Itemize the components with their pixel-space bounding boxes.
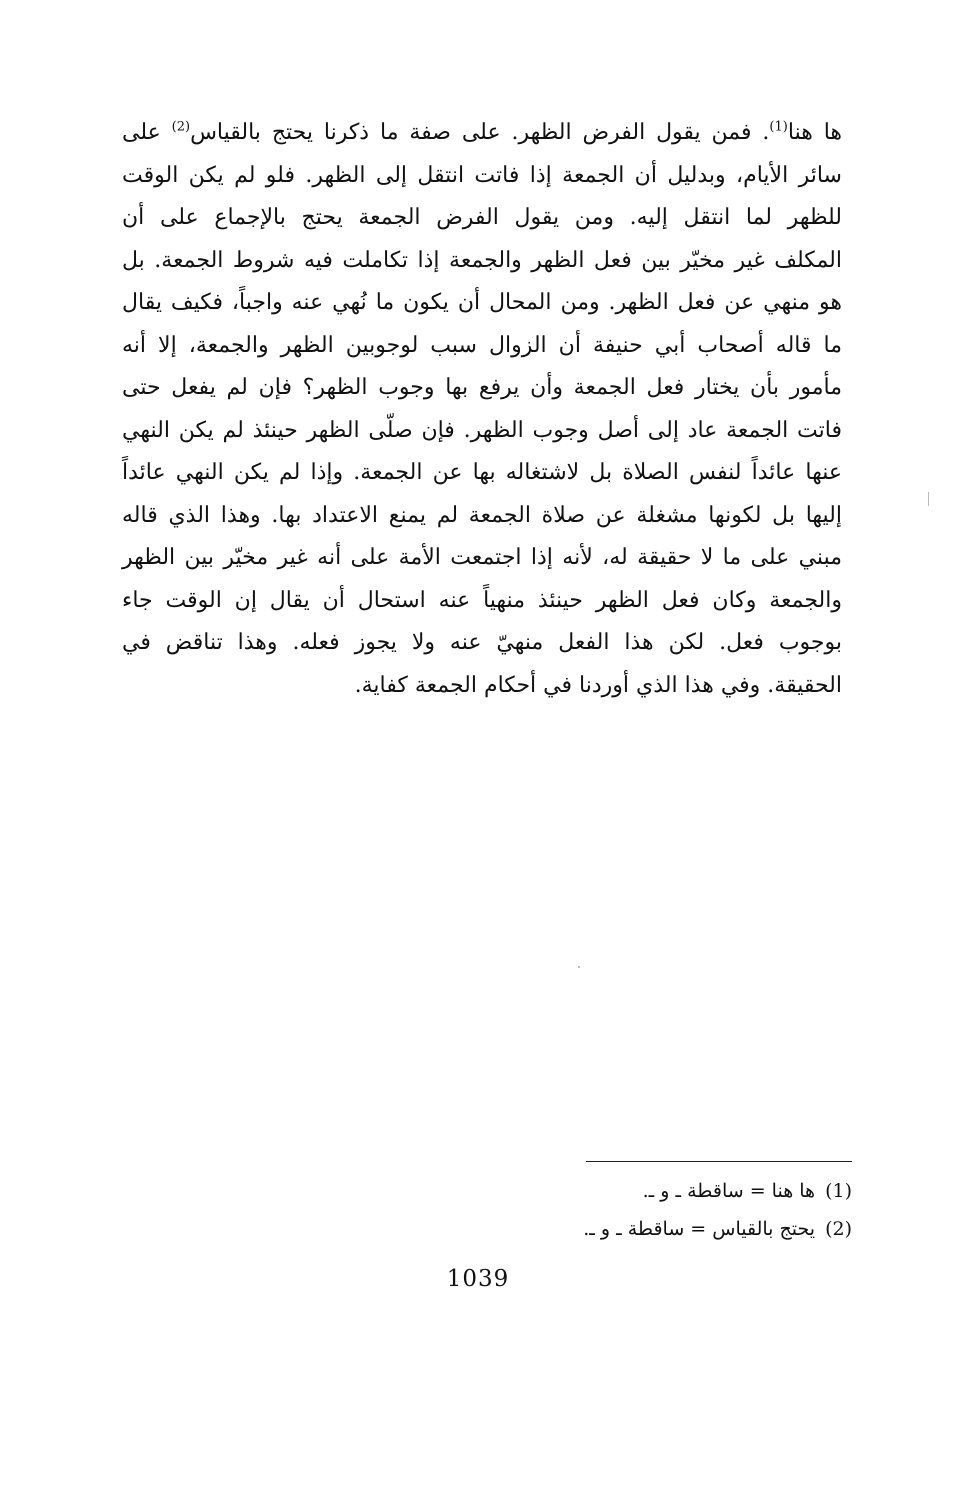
text-line-11: مبني على ما لا حقيقة له، لأنه إذا اجتمعت الأمة على أنه غير مخيّر بين الظهر [122,545,842,570]
footnote-text: ها هنا = ساقطة ـ و ـ. [642,1180,816,1202]
text-line-3: للظهر لما انتقل إليه. ومن يقول الفرض الجمعة يحتج بالإجماع على أن [122,205,842,230]
text-line-10: إليها بل لكونها مشغلة عن صلاة الجمعة لم يمنع الاعتداد بها. وهذا الذي قاله [122,502,842,528]
text-line-6: ما قاله أصحاب أبي حنيفة أن الزوال سبب لوجوبين الظهر والجمعة، إلا أنه [122,332,842,358]
text-line-4: المكلف غير مخيّر بين فعل الظهر والجمعة إذا تكاملت فيه شروط الجمعة. بل [122,247,842,273]
footnote-1 [452,1172,852,1210]
page-number: 1039 [446,1266,510,1292]
text-line-9: عنها عائداً لنفس الصلاة بل لاشتغاله بها عن الجمعة. وإذا لم يكن النهي عائداً [122,460,842,485]
footnote-divider [586,1161,852,1162]
footnote-number: (1) [825,1180,852,1202]
footnote-2 [452,1210,852,1248]
main-text [122,112,842,707]
text-line-13: بوجوب فعل. لكن هذا الفعل منهيّ عنه ولا يجوز فعله. وهذا تناقض في [122,630,842,655]
scan-mark [928,492,929,506]
text-segment: ها هنا [787,120,842,145]
text-line-8: فاتت الجمعة عاد إلى أصل وجوب الظهر. فإن صلّى الظهر حينئذ لم يكن النهي [122,417,842,443]
footnote-ref-2: (2) [171,119,191,135]
text-line-14: الحقيقة. وفي هذا الذي أوردنا في أحكام الجمعة كفاية. [354,672,842,698]
text-segment: . فمن يقول الفرض الظهر. على صفة ما ذكرنا يحتج بالقياس [190,120,770,145]
text-line-1 [122,112,842,155]
text-line-7: مأمور بأن يختار فعل الجمعة وأن يرفع بها وجوب الظهر؟ فإن لم يفعل حتى [122,375,842,400]
footnote-text: يحتج بالقياس = ساقطة ـ و ـ. [583,1218,816,1240]
footnotes [452,1172,852,1248]
footnote-number: (2) [825,1218,852,1240]
text-segment: على [122,120,172,145]
scan-mark [578,966,580,968]
text-line-5: هو منهي عن فعل الظهر. ومن المحال أن يكون ما نُهي عنه واجباً، فكيف يقال [122,290,842,315]
text-line-12: والجمعة وكان فعل الظهر حينئذ منهياً عنه استحال أن يقال إن الوقت جاء [122,587,842,613]
footnote-ref-1: (1) [769,119,788,135]
text-line-2: سائر الأيام، وبدليل أن الجمعة إذا فاتت انتقل إلى الظهر. فلو لم يكن الوقت [122,162,842,188]
